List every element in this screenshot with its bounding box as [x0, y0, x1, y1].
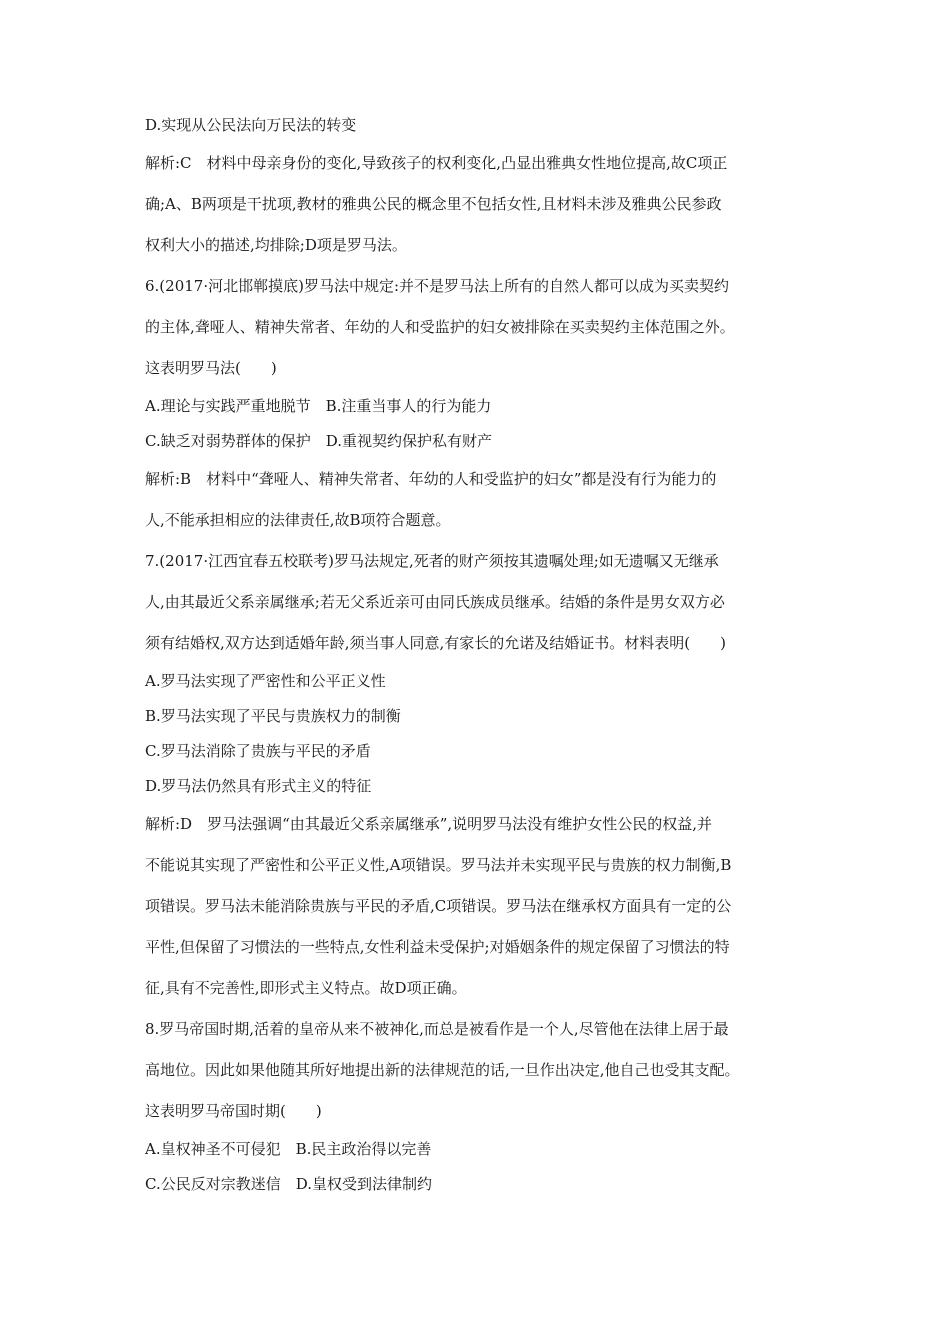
question-7-line-1: 7.(2017·江西宜春五校联考)罗马法规定,死者的财产须按其遗嘱处理;如无遗嘱又无继承 — [145, 552, 719, 570]
question-6-line-3: 这表明罗马法( ) — [145, 359, 277, 377]
question-8-line-2: 高地位。因此如果他随其所好地提出新的法律规范的话,一旦作出决定,他自己也受其支配。 — [145, 1061, 740, 1079]
options-q6-ab: A.理论与实践严重地脱节 B.注重当事人的行为能力 — [145, 397, 492, 415]
analysis-q7-line-5: 征,具有不完善性,即形式主义特点。故D项正确。 — [145, 979, 467, 997]
question-8-line-1: 8.罗马帝国时期,活着的皇帝从来不被神化,而总是被看作是一个人,尽管他在法律上居于最 — [145, 1020, 729, 1038]
document-page — [145, 108, 805, 1202]
analysis-q6-line-2: 人,不能承担相应的法律责任,故B项符合题意。 — [145, 511, 451, 529]
analysis-q5-line-1: 解析:C 材料中母亲身份的变化,导致孩子的权利变化,凸显出雅典女性地位提高,故C项正 — [145, 154, 728, 172]
analysis-q7-line-2: 不能说其实现了严密性和公平正义性,A项错误。罗马法并未实现平民与贵族的权力制衡,B — [145, 856, 732, 874]
analysis-q7-line-3: 项错误。罗马法未能消除贵族与平民的矛盾,C项错误。罗马法在继承权方面具有一定的公 — [145, 897, 732, 915]
question-6-line-1: 6.(2017·河北邯郸摸底)罗马法中规定:并不是罗马法上所有的自然人都可以成为买卖契约 — [145, 277, 730, 295]
options-q8-cd: C.公民反对宗教迷信 D.皇权受到法律制约 — [145, 1175, 432, 1193]
analysis-q7-line-1: 解析:D 罗马法强调“由其最近父系亲属继承”,说明罗马法没有维护女性公民的权益,并 — [145, 815, 712, 833]
option-a-q7: A.罗马法实现了严密性和公平正义性 — [145, 672, 386, 690]
option-c-q7: C.罗马法消除了贵族与平民的矛盾 — [145, 742, 371, 760]
question-6-line-2: 的主体,聋哑人、精神失常者、年幼的人和受监护的妇女被排除在买卖契约主体范围之外。 — [145, 318, 735, 336]
question-8-line-3: 这表明罗马帝国时期( ) — [145, 1102, 322, 1120]
option-d-q7: D.罗马法仍然具有形式主义的特征 — [145, 777, 372, 795]
analysis-q6-line-1: 解析:B 材料中“聋哑人、精神失常者、年幼的人和受监护的妇女”都是没有行为能力的 — [145, 470, 717, 488]
question-7-line-3: 须有结婚权,双方达到适婚年龄,须当事人同意,有家长的允诺及结婚证书。材料表明( ) — [145, 634, 727, 652]
option-b-q7: B.罗马法实现了平民与贵族权力的制衡 — [145, 707, 401, 725]
question-7-line-2: 人,由其最近父系亲属继承;若无父系近亲可由同氏族成员继承。结婚的条件是男女双方必 — [145, 593, 725, 611]
option-d-q5: D.实现从公民法向万民法的转变 — [145, 116, 357, 134]
analysis-q5-line-2: 确;A、B两项是干扰项,教材的雅典公民的概念里不包括女性,且材料未涉及雅典公民参政 — [145, 195, 722, 213]
options-q8-ab: A.皇权神圣不可侵犯 B.民主政治得以完善 — [145, 1140, 432, 1158]
analysis-q5-line-3: 权利大小的描述,均排除;D项是罗马法。 — [145, 236, 407, 254]
analysis-q7-line-4: 平性,但保留了习惯法的一些特点,女性利益未受保护;对婚姻条件的规定保留了习惯法的特 — [145, 938, 730, 956]
options-q6-cd: C.缺乏对弱势群体的保护 D.重视契约保护私有财产 — [145, 432, 492, 450]
